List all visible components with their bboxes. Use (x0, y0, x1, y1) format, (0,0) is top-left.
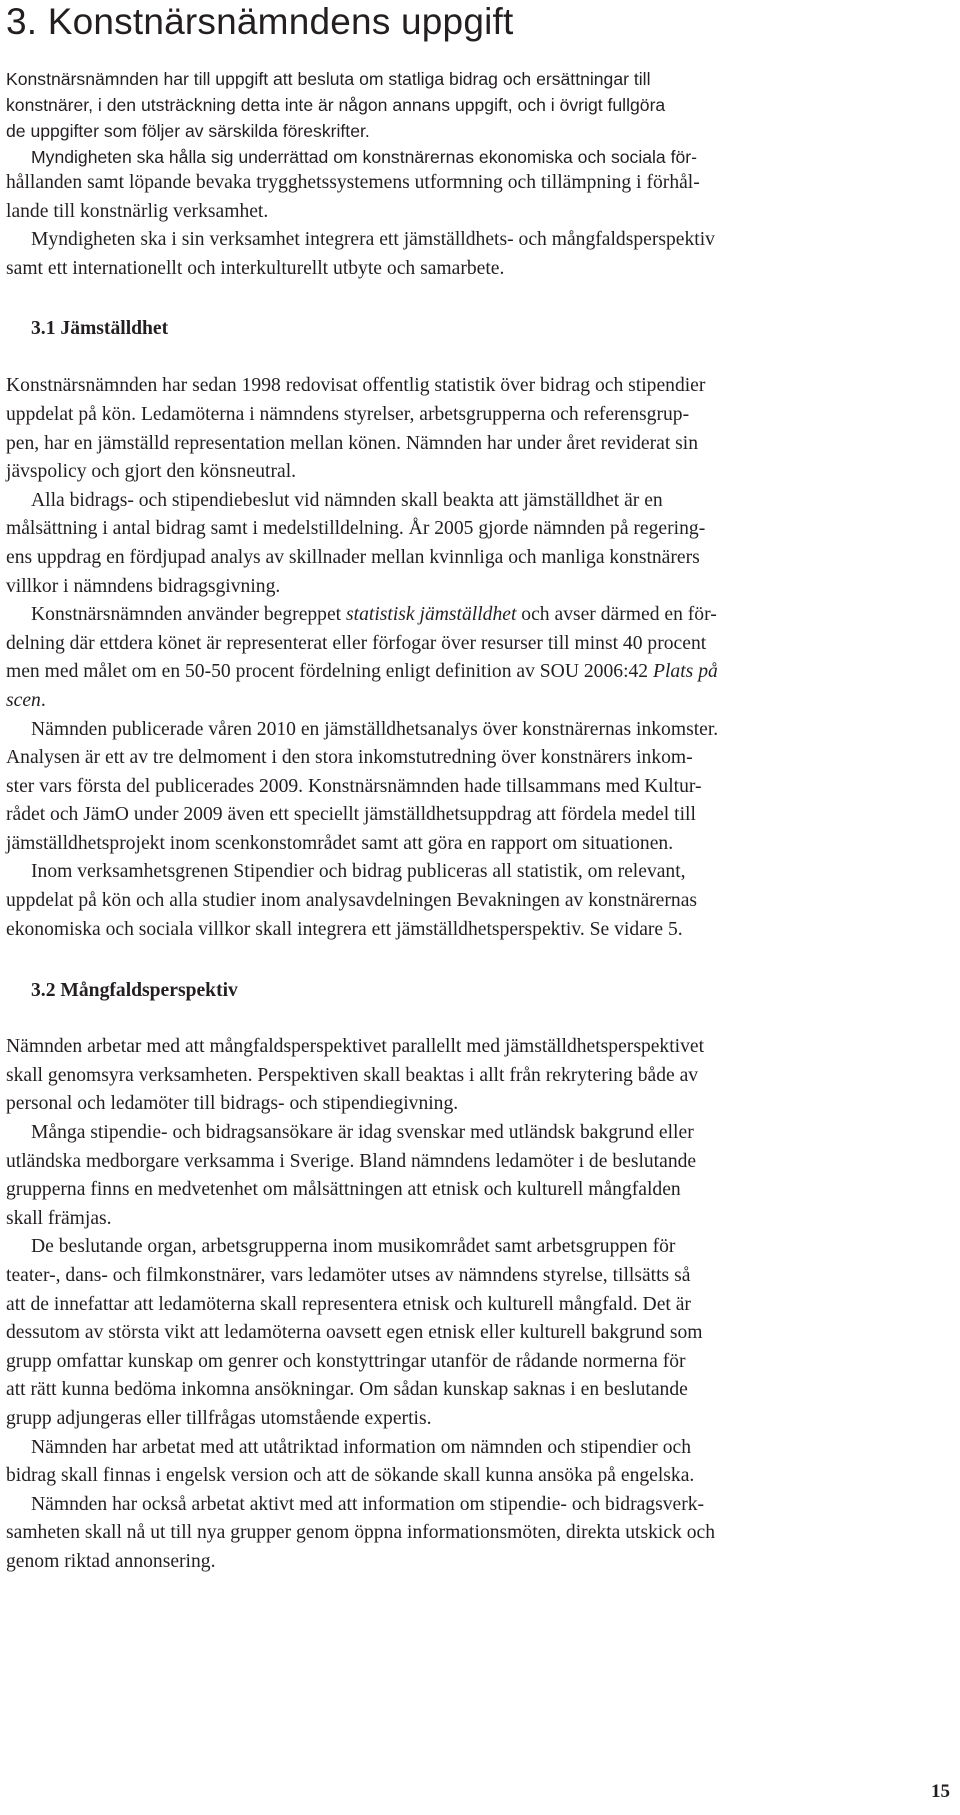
text-line: Myndigheten ska i sin verksamhet integrera ett jämställdhets- och mångfaldsperspektiv (31, 229, 715, 251)
text-line: ekonomiska och sociala villkor skall integrera ett jämställdhetsperspektiv. Se vidare 5. (6, 918, 683, 940)
report-title: scen (6, 689, 41, 711)
text-line: genom riktad annonsering. (6, 1550, 216, 1572)
text-line: personal och ledamöter till bidrags- och stipendiegivning. (6, 1093, 459, 1115)
text-line: Myndigheten ska hålla sig underrättad om konstnärernas ekonomiska och sociala för- (31, 147, 697, 167)
text-line: ster vars första del publicerades 2009. Konstnärsnämnden hade tillsammans med Kultur- (6, 775, 702, 797)
text-line: rådet och JämO under 2009 även ett speciellt jämställdhetsuppdrag att fördela medel till (6, 804, 696, 826)
text-line: utländska medborgare verksamma i Sverige. Bland nämndens ledamöter i de beslutande (6, 1150, 697, 1172)
text-line: Alla bidrags- och stipendiebeslut vid nämnden skall beakta att jämställdhet är en (31, 489, 663, 511)
text-line (6, 687, 954, 716)
text-line: Inom verksamhetsgrenen Stipendier och bidrag publiceras all statistik, om relevant, (31, 861, 686, 883)
chapter-title: 3. Konstnärsnämndens uppgift (6, 1, 514, 42)
text-line: villkor i nämndens bidragsgivning. (6, 575, 281, 597)
text-line: Konstnärsnämnden har till uppgift att besluta om statliga bidrag och ersättningar till (6, 69, 651, 89)
section-heading-3-1: 3.1 Jämställdhet (31, 318, 169, 340)
text-fragment: och avser därmed en för- (516, 604, 717, 626)
text-line: samheten skall nå ut till nya grupper genom öppna informationsmöten, direkta utskick och (6, 1522, 716, 1544)
text-line: hållanden samt löpande bevaka trygghetssystemens utformning och tillämpning i förhål- (6, 172, 700, 193)
report-title: Plats på (653, 661, 718, 683)
text-line: grupperna finns en medvetenhet om målsättningen att etnisk och kulturell mångfalden (6, 1179, 681, 1201)
section-3-2-body (6, 1033, 954, 1576)
text-line: Nämnden publicerade våren 2010 en jämställdhetsanalys över konstnärernas inkomster. (31, 718, 719, 740)
text-line: de uppgifter som följer av särskilda föreskrifter. (6, 121, 370, 141)
text-line: lande till konstnärlig verksamhet. (6, 200, 269, 222)
page-number: 15 (931, 1781, 950, 1802)
text-fragment: Konstnärsnämnden använder begreppet (31, 604, 347, 626)
text-line: Nämnden har också arbetat aktivt med att information om stipendie- och bidragsverk- (31, 1493, 705, 1515)
text-line: konstnärer, i den utsträckning detta inte är någon annans uppgift, och i övrigt fullgöra (6, 95, 666, 115)
text-line: jävspolicy och gjort den könsneutral. (6, 461, 297, 483)
text-line: skall främjas. (6, 1207, 112, 1229)
text-line: grupp adjungeras eller tillfrågas utomstående expertis. (6, 1407, 432, 1429)
chapter-body (6, 169, 954, 283)
text-line: delning där ettdera könet är representerat eller förfogar över resurser till minst 40 procent (6, 632, 707, 654)
text-line: Analysen är ett av tre delmoment i den stora inkomstutredning över konstnärers inkom- (6, 747, 693, 769)
text-line: uppdelat på kön och alla studier inom analysavdelningen Bevakningen av konstnärernas (6, 890, 698, 912)
text-line: pen, har en jämställd representation mellan könen. Nämnden har under året reviderat sin (6, 432, 699, 454)
text-line: målsättning i antal bidrag samt i medelstilldelning. År 2005 gjorde nämnden på regering- (6, 518, 706, 540)
text-fragment: men med målet om en 50-50 procent fördelning enligt definition av SOU 2006:42 (6, 661, 654, 683)
text-line: teater-, dans- och filmkonstnärer, vars ledamöter utses av nämndens styrelse, tillsätts så (6, 1265, 691, 1286)
section-3-1-body (6, 372, 954, 944)
chapter-intro (6, 66, 954, 170)
text-line: Nämnden har arbetat med att utåtriktad information om nämnden och stipendier och (31, 1436, 691, 1458)
text-line: skall genomsyra verksamheten. Perspektiven skall beaktas i allt från rekrytering både av (6, 1064, 699, 1086)
text-line: dessutom av största vikt att ledamöterna oavsett egen etnisk eller kulturell bakgrund som (6, 1322, 703, 1344)
document-page (6, 0, 954, 1577)
text-line: Konstnärsnämnden har sedan 1998 redovisat offentlig statistik över bidrag och stipendier (6, 375, 706, 397)
text-line: ens uppdrag en fördjupad analys av skillnader mellan kvinnliga och manliga konstnärers (6, 546, 700, 568)
text-line: att de innefattar att ledamöterna skall representera etnisk och kulturell mångfald. Det är (6, 1293, 691, 1315)
emphasized-term: statistisk jämställdhet (346, 604, 517, 626)
text-line: Nämnden arbetar med att mångfaldsperspektivet parallellt med jämställdhetsperspektivet (6, 1036, 705, 1058)
text-line: De beslutande organ, arbetsgrupperna inom musikområdet samt arbetsgruppen för (31, 1236, 676, 1258)
text-line: att rätt kunna bedöma inkomna ansökningar. Om sådan kunskap saknas i en beslutande (6, 1379, 688, 1401)
text-line: uppdelat på kön. Ledamöterna i nämndens styrelser, arbetsgrupperna och referensgrup- (6, 403, 690, 425)
text-fragment: . (40, 689, 46, 711)
text-line (6, 601, 954, 630)
text-line: Många stipendie- och bidragsansökare är idag svenskar med utländsk bakgrund eller (31, 1122, 694, 1144)
text-line: grupp omfattar kunskap om genrer och konstyttringar utanför de rådande normerna för (6, 1350, 686, 1372)
section-heading-3-2: 3.2 Mångfaldsperspektiv (31, 980, 238, 1002)
text-line: samt ett internationellt och interkulturellt utbyte och samarbete. (6, 257, 505, 279)
text-line: bidrag skall finnas i engelsk version och att de sökande skall kunna ansöka på engelska. (6, 1465, 695, 1487)
text-line (6, 658, 954, 687)
text-line: jämställdhetsprojekt inom scenkonstområdet samt att göra en rapport om situationen. (6, 832, 674, 854)
